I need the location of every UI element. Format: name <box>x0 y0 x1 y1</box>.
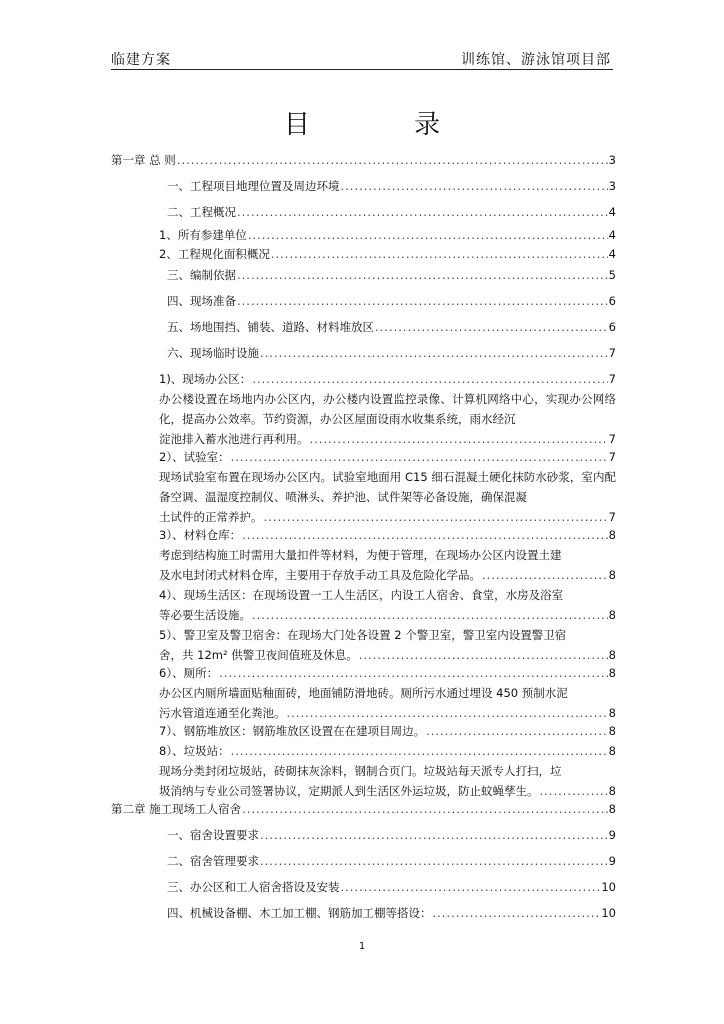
toc-entry[interactable] <box>111 527 616 544</box>
toc-title: 目 录 <box>283 110 489 140</box>
toc-entry-page: 8 <box>608 724 616 738</box>
leader-dots <box>260 853 608 870</box>
leader-dots <box>231 449 608 466</box>
leader-dots <box>341 879 601 896</box>
toc-entry-page: 7 <box>608 346 616 360</box>
toc-entry[interactable] <box>111 827 616 844</box>
leader-dots <box>242 527 608 544</box>
toc-entry-page: 4 <box>608 228 616 242</box>
leader-dots <box>177 152 608 169</box>
toc-entry-page: 8 <box>608 608 616 622</box>
toc-paragraph-entry[interactable] <box>111 467 616 527</box>
toc-entry[interactable] <box>111 267 616 284</box>
toc-entry[interactable] <box>111 723 616 740</box>
toc-entry-label: 1、所有参建单位 <box>159 228 247 242</box>
toc-paragraph-text: 办公区内厕所墙面贴釉面砖，地面铺防滑地砖。厕所污水通过埋设 450 预制水泥 <box>159 686 568 700</box>
toc-entry-page: 7 <box>608 450 616 464</box>
toc-chapter-1[interactable] <box>111 152 616 169</box>
toc-entry-page: 10 <box>601 906 616 920</box>
leader-dots <box>540 781 608 801</box>
toc-entry[interactable] <box>111 743 616 760</box>
toc-entry[interactable] <box>111 293 616 310</box>
toc-entry-page: 8 <box>608 528 616 542</box>
leader-dots <box>310 429 608 449</box>
leader-dots <box>219 665 608 682</box>
toc-entry-page: 6 <box>608 320 616 334</box>
toc-entry[interactable] <box>111 665 616 682</box>
toc-entry-page: 8 <box>608 666 616 680</box>
toc-paragraph-last-line: 土试件的正常养护。 <box>159 510 263 524</box>
toc-paragraph-last-line: 舍，共 12m² 供警卫夜间值班及休息。 <box>159 648 358 662</box>
leader-dots <box>482 565 608 585</box>
toc-paragraph-entry[interactable] <box>111 585 616 625</box>
toc-entry-label: 六、现场临时设施 <box>167 346 259 360</box>
toc-entry-label: 一、宿舍设置要求 <box>167 828 259 842</box>
leader-dots <box>264 507 608 527</box>
toc-entry[interactable] <box>111 879 616 896</box>
toc-entry-page: 5 <box>608 268 616 282</box>
toc-entry-label: 7）、钢筋堆放区：钢筋堆放区设置在在建项目周边。 <box>159 724 426 738</box>
toc-paragraph-entry[interactable] <box>111 545 616 585</box>
toc-entry-label: 3）、材料仓库： <box>159 528 242 542</box>
toc-paragraph-text: 4）、现场生活区：在现场设置一工人生活区，内设工人宿舍、食堂，水房及浴室 <box>159 588 564 602</box>
leader-dots <box>341 178 608 195</box>
toc-entry-label: 四、机械设备棚、木工加工棚、钢筋加工棚等搭设： <box>167 906 432 920</box>
leader-dots <box>242 801 608 818</box>
toc-entry[interactable] <box>111 853 616 870</box>
leader-dots <box>237 204 608 221</box>
toc-entry-page: 7 <box>608 372 616 386</box>
toc-entry-page: 4 <box>608 247 616 261</box>
leader-dots <box>252 605 608 625</box>
toc-paragraph-text: 考虑到结构施工时需用大量扣件等材料，为便于管理，在现场办公区内设置土建 <box>159 548 562 562</box>
toc-entry-label: 三、编制依据 <box>167 268 236 282</box>
toc-entry-page: 3 <box>608 153 616 167</box>
toc-entry-label: 第一章 总 则 <box>111 153 176 167</box>
toc-entry-page: 4 <box>608 205 616 219</box>
leader-dots <box>237 293 608 310</box>
leader-dots <box>287 703 608 723</box>
leader-dots <box>231 743 608 760</box>
toc-entry[interactable] <box>111 345 616 362</box>
toc-entry-label: 三、办公区和工人宿舍搭设及安装 <box>167 880 340 894</box>
toc-entry-label: 五、场地围挡、铺装、道路、材料堆放区 <box>167 320 374 334</box>
toc-entry-page: 8 <box>608 568 616 582</box>
toc-paragraph-entry[interactable] <box>111 683 616 723</box>
toc-entry[interactable] <box>111 905 616 922</box>
toc-paragraph-last-line: 圾消纳与专业公司签署协议，定期派人到生活区外运垃圾，防止蚊蝇孳生。 <box>159 784 539 798</box>
leader-dots <box>359 645 608 665</box>
leader-dots <box>426 723 608 740</box>
leader-dots <box>260 345 608 362</box>
toc-paragraph-last-line: 及水电封闭式材料仓库，主要用于存放手动工具及危险化学品。 <box>159 568 481 582</box>
toc-paragraph-entry[interactable] <box>111 389 616 449</box>
toc-paragraph-last-line: 淀池排入蓄水池进行再利用。 <box>159 432 309 446</box>
toc-paragraph-entry[interactable] <box>111 761 616 801</box>
toc-entry-label: 1)、现场办公区： <box>159 372 252 386</box>
header-left-text: 临建方案 <box>111 52 171 68</box>
toc-entry-label: 6）、厕所： <box>159 666 219 680</box>
page-number: 1 <box>358 941 366 952</box>
toc-entry[interactable] <box>111 246 616 263</box>
header-right-text: 训练馆、游泳馆项目部 <box>461 52 611 68</box>
toc-entry-label: 2）、试验室： <box>159 450 230 464</box>
toc-entry-label: 二、宿舍管理要求 <box>167 854 259 868</box>
leader-dots <box>248 227 608 244</box>
toc-entry[interactable] <box>111 178 616 195</box>
leader-dots <box>271 246 608 263</box>
leader-dots <box>375 319 608 336</box>
leader-dots <box>237 267 608 284</box>
toc-entry-label: 一、工程项目地理位置及周边环境 <box>167 179 340 193</box>
toc-paragraph-last-line: 等必要生活设施。 <box>159 608 251 622</box>
toc-paragraph-text: 现场试验室布置在现场办公区内。试验室地面用 C15 细石混凝土硬化抹防水砂浆，室内配备空调、温湿度控制仪、喷淋头、养护池、试件架等必备设施，确保混凝 <box>159 470 616 504</box>
toc-entry-page: 8 <box>608 802 616 816</box>
toc-chapter-2[interactable] <box>111 801 616 818</box>
toc-entry[interactable] <box>111 227 616 244</box>
toc-entry-label: 四、现场准备 <box>167 294 236 308</box>
toc-entry[interactable] <box>111 204 616 221</box>
toc-entry-page: 9 <box>608 854 616 868</box>
page-header <box>111 47 613 70</box>
leader-dots <box>433 905 601 922</box>
toc-entry[interactable] <box>111 319 616 336</box>
toc-paragraph-last-line: 污水管道连通至化粪池。 <box>159 706 286 720</box>
toc-entry-page: 10 <box>601 880 616 894</box>
toc-entry-label: 8）、垃圾站： <box>159 744 230 758</box>
toc-paragraph-text: 办公楼设置在场地内办公区内，办公楼内设置监控录像、计算机网络中心，实现办公网络化，提高办公效率。节约资源，办公区屋面设雨水收集系统，雨水经沉 <box>159 392 616 426</box>
toc-entry-page: 6 <box>608 294 616 308</box>
toc-paragraph-text: 现场分类封闭垃圾站，砖砌抹灰涂料，钢制合页门。垃圾站每天派专人打扫，垃 <box>159 764 562 778</box>
toc-entry-page: 8 <box>608 744 616 758</box>
toc-entry-page: 3 <box>608 179 616 193</box>
leader-dots <box>252 371 607 388</box>
table-of-contents <box>111 152 616 922</box>
toc-entry-page: 8 <box>608 648 616 662</box>
toc-entry-page: 9 <box>608 828 616 842</box>
toc-entry-page: 8 <box>608 706 616 720</box>
toc-entry[interactable] <box>111 371 616 388</box>
toc-paragraph-text: 5）、警卫室及警卫宿舍：在现场大门处各设置 2 个警卫室，警卫室内设置警卫宿 <box>159 628 567 642</box>
toc-entry-page: 8 <box>608 784 616 798</box>
toc-entry-label: 2、工程规化面积概况 <box>159 247 270 261</box>
toc-entry-label: 二、工程概况 <box>167 205 236 219</box>
toc-entry-page: 7 <box>608 432 616 446</box>
toc-paragraph-entry[interactable] <box>111 625 616 665</box>
toc-entry[interactable] <box>111 449 616 466</box>
leader-dots <box>260 827 608 844</box>
toc-entry-page: 7 <box>608 510 616 524</box>
toc-entry-label: 第二章 施工现场工人宿舍 <box>111 802 242 816</box>
